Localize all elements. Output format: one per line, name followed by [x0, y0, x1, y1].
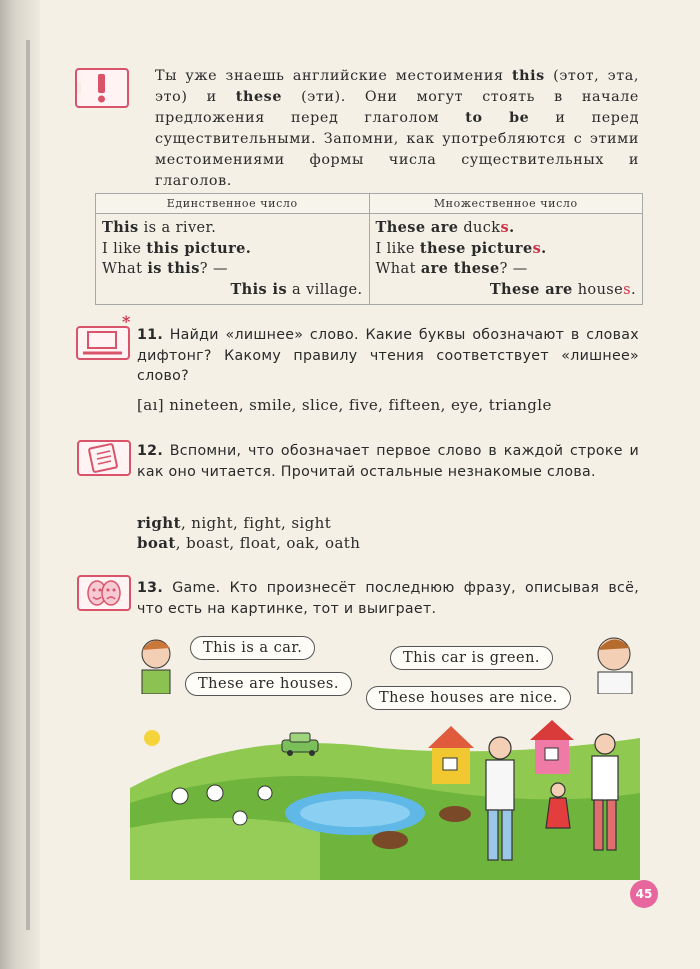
speech-bubble-1: This is a car. [190, 636, 315, 660]
page-number: 45 [630, 880, 658, 908]
speech-bubble-2: These are houses. [185, 672, 352, 696]
singular-line-2: I like this picture. [102, 239, 252, 257]
notebook-icon [77, 440, 131, 476]
attention-icon [75, 68, 129, 108]
laptop-icon [76, 326, 130, 360]
task-12-line-1: right, night, fight, sight [137, 514, 332, 532]
book-spine-shadow [0, 0, 40, 969]
plural-line-3: What are these? — [375, 260, 528, 277]
singular-column [96, 214, 370, 305]
singular-line-4: This is a village. [230, 280, 363, 298]
to-be-word: to be [465, 110, 530, 126]
spine-edge [26, 40, 30, 930]
task-13-text: 13. Game. Кто произнесёт последнюю фразу, описывая всё, что есть на картинке, тот и выиграет. [137, 580, 639, 617]
speech-bubble-4: These houses are nice. [366, 686, 571, 710]
plural-line-4: These are houses. [489, 280, 636, 298]
this-word: this [511, 68, 545, 84]
rule-paragraph: Ты уже знаешь английские местоимения this (этот, эта, это) и these (эти). Они могут стоять в начале предложения перед глаголом to be и перед существительными. Запомни, как употребляются с этими местоимениями формы числа существительных и глаголов. [155, 68, 639, 189]
plural-column [369, 214, 643, 305]
plural-line-2: I like these pictures. [375, 239, 547, 257]
singular-line-1: This is a river. [102, 219, 217, 236]
header-plural: Множественное число [369, 194, 643, 214]
game-illustration [120, 628, 650, 880]
boy-right [590, 628, 640, 694]
header-singular: Единственное число [96, 194, 370, 214]
task-11-text: 11. Найди «лишнее» слово. Какие буквы обозначают в словах дифтонг? Какому правилу чтения соответствует «лишнее» слово? [137, 327, 639, 384]
plural-line-1: These are ducks. [375, 219, 515, 236]
task-11-words: [aı] nineteen, smile, slice, five, fifteen, eye, triangle [137, 396, 552, 414]
singular-line-3: What is this? — [102, 260, 228, 277]
task-12-text: 12. Вспомни, что обозначает первое слово в каждой строке и как оно читается. Прочитай остальные незнакомые слова. [137, 443, 639, 480]
star-icon: * [122, 312, 131, 331]
task-12-line-2: boat, boast, float, oak, oath [137, 534, 361, 552]
speech-bubble-3: This car is green. [390, 646, 553, 670]
grammar-table [95, 193, 643, 305]
boy-left [134, 630, 178, 694]
theater-masks-icon [77, 575, 131, 611]
these-word: these [235, 89, 283, 105]
